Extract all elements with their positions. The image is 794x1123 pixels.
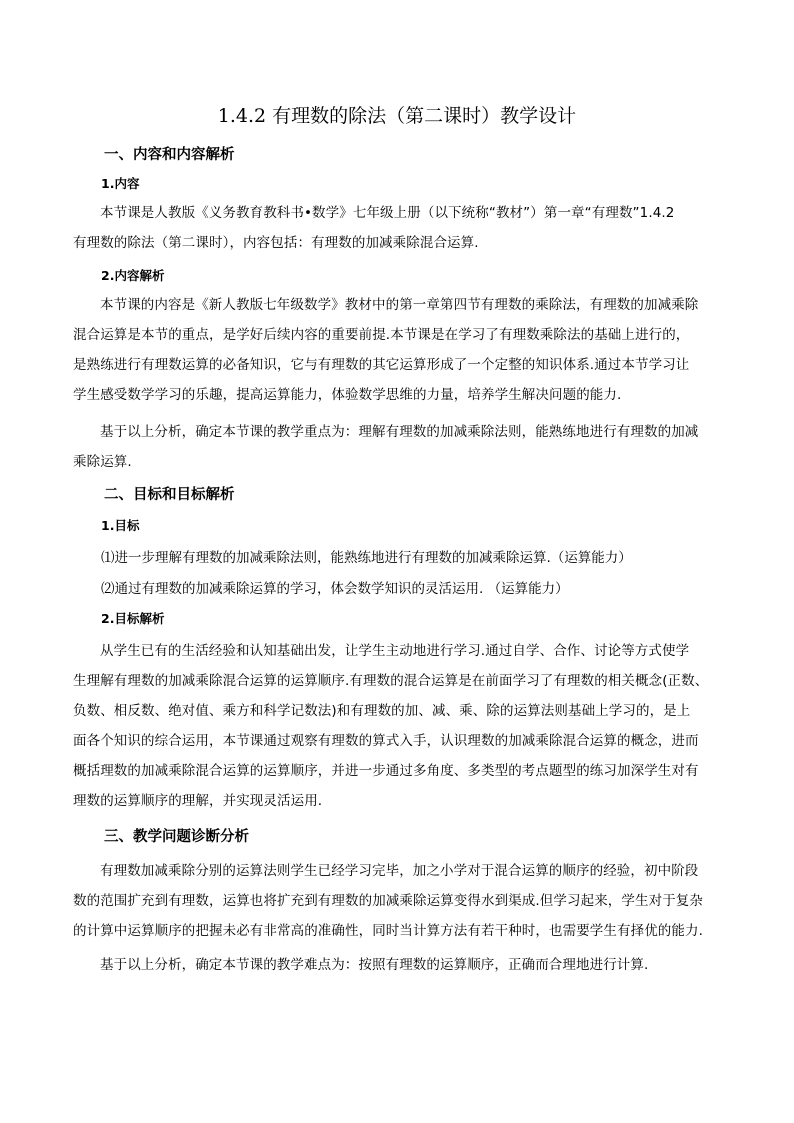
text-line: 基于以上分析，确定本节课的教学难点为：按照有理数的运算顺序，正确而合理地进行计算. <box>100 957 649 973</box>
subheading-content-analysis: 2.内容解析 <box>101 268 165 283</box>
paragraph-key-point <box>73 417 733 477</box>
text-line: 的计算中运算顺序的把握未必有非常高的准确性，同时当计算方法有若干种时，也需要学生有择优的能力. <box>73 923 703 939</box>
subheading-content: 1.内容 <box>101 176 140 191</box>
text-line: 基于以上分析，确定本节课的教学重点为：理解有理数的加减乘除法则，能熟练地进行有理数的加减 <box>100 424 699 440</box>
text-line: 有理数加减乘除分别的运算法则学生已经学习完毕，加之小学对于混合运算的顺序的经验，初中阶段 <box>100 863 699 879</box>
text-line: 从学生已有的生活经验和认知基础出发，让学生主动地进行学习.通过自学、合作、讨论等方式使学 <box>100 643 690 659</box>
text-line: 有理数的除法（第二课时），内容包括：有理数的加减乘除混合运算. <box>73 235 479 251</box>
text-line: 面各个知识的综合运用，本节课通过观察有理数的算式入手，认识理数的加减乘除混合运算的概念，进而 <box>73 733 699 749</box>
text-line: 乘除运算. <box>73 454 132 470</box>
paragraph-content-analysis <box>73 290 733 410</box>
text-line: 学生感受数学学习的乐趣，提高运算能力，体验数学思维的力量，培养学生解决问题的能力. <box>73 387 622 403</box>
section-heading-1: 一、内容和内容解析 <box>104 147 235 163</box>
section-heading-3: 三、教学问题诊断分析 <box>104 829 249 845</box>
section-heading-2: 二、目标和目标解析 <box>104 487 235 503</box>
text-line: 负数、相反数、绝对值、乘方和科学记数法)和有理数的加、减、乘、除的运算法则基础上学习的，是上 <box>73 703 691 719</box>
goal-item-2: ⑵通过有理数的加减乘除运算的学习，体会数学知识的灵活运用. （运算能力） <box>101 581 569 597</box>
paragraph-problem-analysis <box>73 856 733 946</box>
page-title: 1.4.2 有理数的除法（第二课时）教学设计 <box>217 105 577 127</box>
text-line: 数的范围扩充到有理数，运算也将扩充到有理数的加减乘除运算变得水到渠成.但学习起来，学生对于复杂 <box>73 893 703 909</box>
text-line: 是熟练进行有理数运算的必备知识，它与有理数的其它运算形成了一个定整的知识体系.通过本节学习让 <box>73 357 690 373</box>
paragraph-difficulty <box>73 950 733 980</box>
paragraph-content <box>73 198 733 258</box>
text-line: 理数的运算顺序的理解，并实现灵活运用. <box>73 793 323 809</box>
subheading-goal-analysis: 2.目标解析 <box>101 611 165 626</box>
text-line: 本节课是人教版《义务教育教科书•数学》七年级上册（以下统称“教材”）第一章“有理数”1.4.2 <box>100 205 675 221</box>
paragraph-goal-analysis <box>73 636 733 816</box>
goal-item-1: ⑴进一步理解有理数的加减乘除法则，能熟练地进行有理数的加减乘除运算.（运算能力） <box>101 550 632 566</box>
subheading-goals: 1.目标 <box>101 518 140 533</box>
text-line: 生理解有理数的加减乘除混合运算的运算顺序.有理数的混合运算是在前面学习了有理数的相关概念(正数、 <box>73 673 709 689</box>
text-line: 本节课的内容是《新人教版七年级数学》教材中的第一章第四节有理数的乘除法，有理数的加减乘除 <box>100 297 699 313</box>
text-line: 概括理数的加减乘除混合运算的运算顺序，并进一步通过多角度、多类型的考点题型的练习加深学生对有 <box>73 763 699 779</box>
text-line: 混合运算是本节的重点，是学好后续内容的重要前提.本节课是在学习了有理数乘除法的基础上进行的， <box>73 327 690 343</box>
